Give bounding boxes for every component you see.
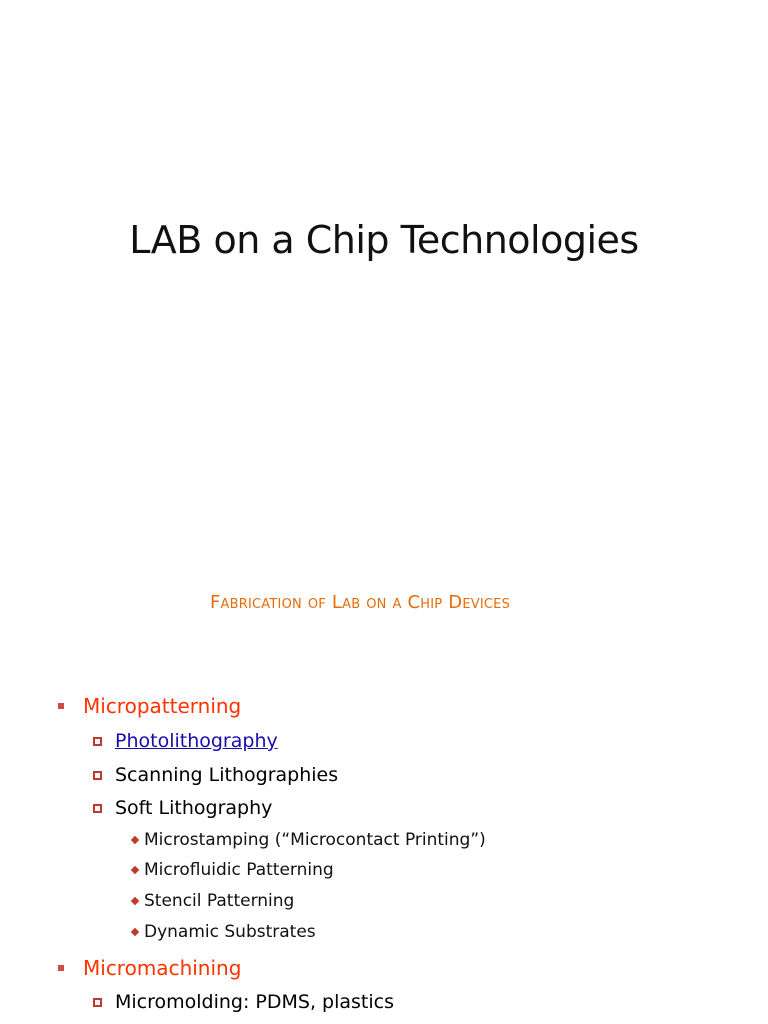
outline-item-label: Scanning Lithographies	[115, 764, 339, 786]
photolithography-link[interactable]: Photolithography	[115, 730, 278, 752]
diamond-bullet-icon	[131, 866, 139, 874]
outline-item-label: Micropatterning	[83, 694, 242, 718]
outline-item-label: Microfluidic Patterning	[144, 860, 334, 880]
outline-item-scanning-lithographies	[93, 764, 338, 786]
slide-title: LAB on a Chip Technologies	[129, 218, 639, 262]
outline-item-label: Micromachining	[83, 956, 242, 980]
section-heading: Fabrication of Lab on a Chip Devices	[210, 592, 511, 613]
diamond-bullet-icon	[131, 928, 139, 936]
outline-item-stencil-patterning	[130, 891, 294, 911]
outline-item-label: Micromolding: PDMS, plastics	[115, 991, 395, 1013]
outline-item-label: Dynamic Substrates	[144, 922, 316, 942]
outline-item-micropatterning	[58, 694, 241, 718]
hollow-square-bullet-icon	[93, 771, 102, 780]
hollow-square-bullet-icon	[93, 804, 102, 813]
outline-item-soft-lithography	[93, 797, 272, 819]
outline-item-label: Soft Lithography	[115, 797, 273, 819]
outline-item-micromolding	[93, 991, 394, 1013]
outline-item-microstamping	[130, 830, 486, 850]
hollow-square-bullet-icon	[93, 998, 102, 1007]
square-bullet-icon	[58, 965, 64, 971]
outline-item-micromachining	[58, 956, 241, 980]
outline-item-label: Stencil Patterning	[144, 891, 295, 911]
outline-item-photolithography[interactable]	[93, 730, 278, 752]
outline-item-dynamic-substrates	[130, 922, 316, 942]
outline-item-microfluidic-patterning	[130, 860, 334, 880]
hollow-square-bullet-icon	[93, 737, 102, 746]
diamond-bullet-icon	[131, 897, 139, 905]
outline-item-label: Microstamping (“Microcontact Printing”)	[144, 830, 486, 850]
diamond-bullet-icon	[131, 836, 139, 844]
square-bullet-icon	[58, 703, 64, 709]
